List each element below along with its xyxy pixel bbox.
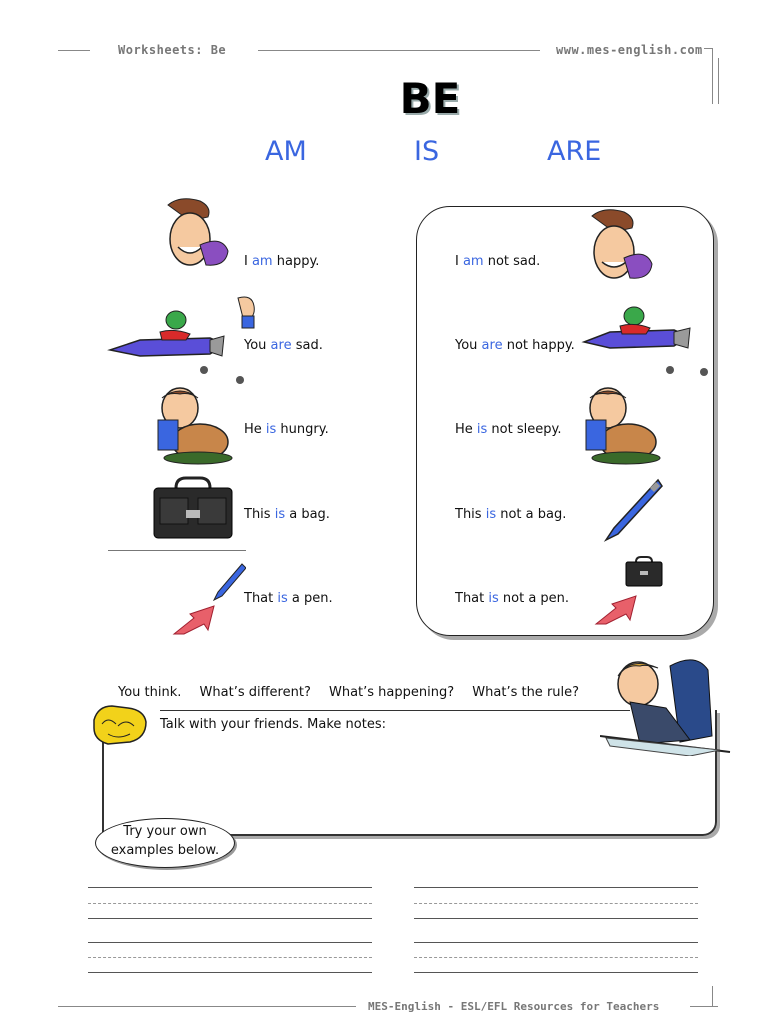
- writing-line[interactable]: [88, 972, 372, 973]
- page-title: BE: [399, 74, 461, 123]
- writing-line[interactable]: [414, 972, 698, 973]
- bubble-line-2: examples below.: [110, 843, 220, 858]
- pointer-arrow-icon: [172, 600, 218, 636]
- negative-sentence-is-he: He is not sleepy.: [455, 422, 562, 437]
- pen-icon: [210, 562, 246, 602]
- sentence-is-that: That is a pen.: [244, 591, 333, 606]
- footer-line: [58, 1006, 356, 1007]
- writing-guide-line: [414, 903, 698, 904]
- writing-line[interactable]: [414, 887, 698, 888]
- talk-instruction: Talk with your friends. Make notes:: [160, 717, 386, 732]
- corner-mark: [712, 986, 713, 1006]
- header-right-text: www.mes-english.com: [556, 43, 703, 57]
- pen-icon: [600, 476, 664, 544]
- footer-line-right: [690, 1006, 718, 1007]
- pointing-hand-icon: [88, 700, 150, 748]
- sentence-are: You are sad.: [244, 338, 323, 353]
- footer-text: MES-English - ESL/EFL Resources for Teachers: [368, 1000, 660, 1013]
- header-line-left: [58, 50, 90, 51]
- question-text: What’s happening?: [328, 685, 455, 700]
- negative-examples-box: [416, 206, 714, 636]
- thinking-man-icon: [600, 656, 734, 756]
- question-text: What’s different?: [199, 685, 311, 700]
- corner-mark: [704, 48, 712, 49]
- sentence-am: I am happy.: [244, 254, 320, 269]
- question-text: You think.: [118, 685, 182, 700]
- writing-line[interactable]: [88, 887, 372, 888]
- writing-guide-line: [414, 957, 698, 958]
- writing-line[interactable]: [414, 942, 698, 943]
- rocket-icon: [580, 298, 720, 382]
- negative-sentence-is-this: This is not a bag.: [455, 507, 567, 522]
- bubble-line-1: Try your own: [123, 824, 207, 839]
- divider-line: [108, 550, 246, 551]
- bag-icon: [624, 556, 664, 588]
- heading-am: AM: [265, 136, 307, 167]
- rocket-icon: [106, 288, 256, 388]
- sentence-is-this: This is a bag.: [244, 507, 330, 522]
- sentence-is-he: He is hungry.: [244, 422, 329, 437]
- sad-man-icon: [584, 206, 656, 292]
- negative-sentence-are: You are not happy.: [455, 338, 575, 353]
- writing-guide-line: [88, 903, 372, 904]
- writing-line[interactable]: [414, 918, 698, 919]
- header-left-text: Worksheets: Be: [118, 43, 227, 57]
- bag-icon: [150, 476, 236, 542]
- questions-row: [118, 685, 593, 700]
- header-line-mid: [258, 50, 540, 51]
- pointer-arrow-icon: [594, 590, 640, 626]
- heading-are: ARE: [547, 136, 602, 167]
- negative-sentence-is-that: That is not a pen.: [455, 591, 570, 606]
- writing-line[interactable]: [88, 942, 372, 943]
- heading-is: IS: [414, 136, 440, 167]
- notes-top-line: [160, 710, 630, 711]
- writing-line[interactable]: [88, 918, 372, 919]
- hungry-man-icon: [154, 386, 236, 466]
- writing-guide-line: [88, 957, 372, 958]
- negative-sentence-am: I am not sad.: [455, 254, 541, 269]
- question-text: What’s the rule?: [472, 685, 580, 700]
- happy-man-icon: [160, 195, 232, 277]
- hungry-man-icon: [582, 386, 664, 466]
